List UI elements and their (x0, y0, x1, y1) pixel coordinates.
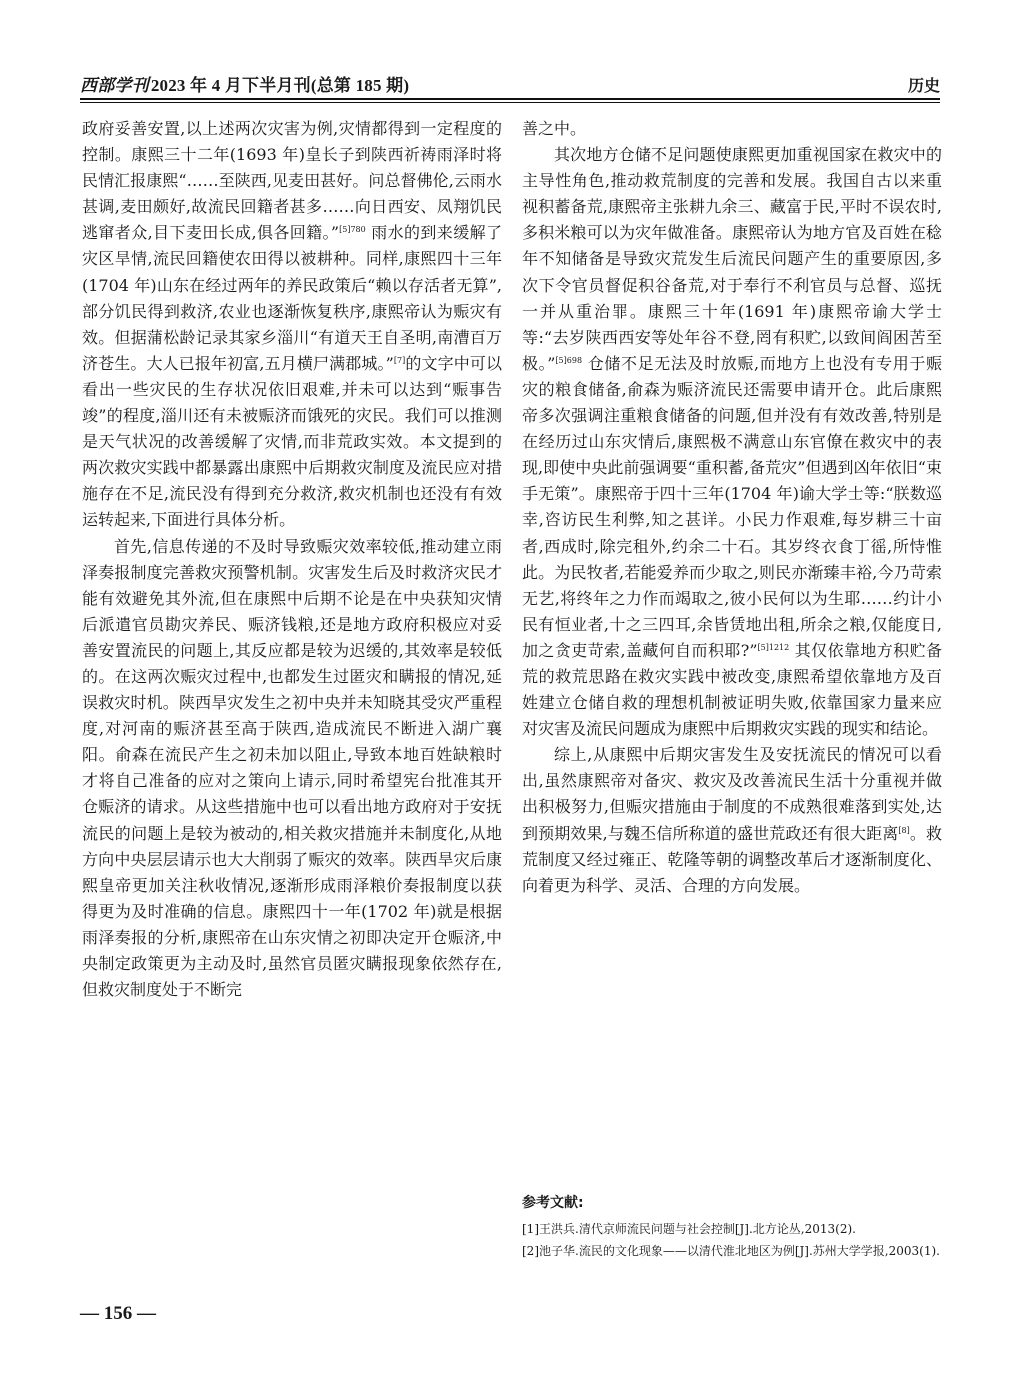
paragraph: 政府妥善安置,以上述两次灾害为例,灾情都得到一定程度的控制。康熙三十二年(1693 年)皇长子到陕西祈祷雨泽时将民情汇报康熙“……至陕西,见麦田甚好。问总督佛伦,云雨水甚调,麦田颇好,故流民回籍者甚多……向日西安、凤翔饥民逃窜者众,目下麦田长成,俱各回籍。”$^{[5]780}$ 雨水的到来缓解了灾区旱情,流民回籍使农田得以被耕种。同样,康熙四十三年(1704 年)山东在经过两年的养民政策后“赖以存活者无算”,部分饥民得到救济,农业也逐渐恢复秩序,康熙帝认为赈灾有效。但据蒲松龄记录其家乡淄川“有道天王自圣明,南漕百万济苍生。大人已报年初富,五月横尸满郡城。”[7]的文字中可以看出一些灾民的生存状况依旧艰难,并未可以达到“赈事告竣”的程度,淄川还有未被赈济而饿死的灾民。我们可以推测是天气状况的改善缓解了灾情,而非荒政实效。本文提到的两次救灾实践中都暴露出康熙中后期救灾制度及流民应对措施存在不足,流民没有得到充分救济,救灾机制也还没有有效运转起来,下面进行具体分析。 (82, 119, 502, 530)
references-list (522, 1218, 942, 1262)
page-number: — 156 — (80, 1303, 156, 1324)
right-column (522, 116, 942, 899)
citation: [5]780 (339, 225, 366, 235)
citation: [5]1212 (757, 642, 790, 652)
references-title: 参考文献: (522, 1195, 584, 1211)
page-header (80, 72, 940, 96)
paragraph: 综上,从康熙中后期灾害发生及安抚流民的情况可以看出,虽然康熙帝对备灾、救灾及改善流民生活十分重视并做出积极努力,但赈灾措施由于制度的不成熟很难落到实处,达到预期效果,与魏丕信所称道的盛世荒政还有很大距离[8]。救荒制度又经过雍正、乾隆等朝的调整改革后才逐渐制度化、向着更为科学、灵活、合理的方向发展。 (522, 745, 942, 895)
header-rule-thin (80, 102, 940, 103)
section-title: 历史 (907, 76, 940, 95)
journal-name: 西部学刊 (80, 76, 149, 95)
reference-item: [1]王洪兵.清代京师流民问题与社会控制[J].北方论丛,2013(2). (522, 1222, 856, 1236)
citation: [7] (393, 355, 406, 365)
paragraph: 首先,信息传递的不及时导致赈灾效率较低,推动建立雨泽奏报制度完善救灾预警机制。灾害发生后及时救济灾民才能有效避免其外流,但在康熙中后期不论是在中央获知灾情后派遣官员勘灾养民、赈济钱粮,还是地方政府积极应对妥善安置流民的问题上,其反应都是较为迟缓的,其效率是较低的。在这两次赈灾过程中,也都发生过匿灾和瞒报的情况,延误救灾时机。陕西旱灾发生之初中央并未知晓其受灾严重程度,对河南的赈济甚至高于陕西,造成流民不断进入湖广襄阳。俞森在流民产生之初未加以阻止,导致本地百姓缺粮时才将自己准备的应对之策向上请示,同时希望宪台批准其开仓赈济的请求。从这些措施中也可以看出地方政府对于安抚流民的问题上是较为被动的,相关救灾措施并未制度化,从地方向中央层层请示也大大削弱了赈灾的效率。陕西旱灾后康熙皇帝更加关注秋收情况,逐渐形成雨泽粮价奏报制度以获得更为及时准确的信息。康熙四十一年(1702 年)就是根据雨泽奏报的分析,康熙帝在山东灾情之初即决定开仓赈济,中央制定政策更为主动及时,虽然官员匿灾瞒报现象依然存在,但救灾制度处于不断完 (82, 536, 502, 1000)
issue-info: 2023 年 4 月下半月刊(总第 185 期) (150, 76, 410, 95)
paragraph: 其次地方仓储不足问题使康熙更加重视国家在救灾中的主导性角色,推动救荒制度的完善和发展。我国自古以来重视积蓄备荒,康熙帝主张耕九余三、藏富于民,平时不误农时,多积米粮可以为灾年做准备。康熙帝认为地方官及百姓在稔年不知储备是导致灾荒发生后流民问题产生的重要原因,多次下令官员督促积谷备荒,对于奉行不利官员与总督、巡抚一并从重治罪。康熙三十年(1691 年)康熙帝谕大学士等:“去岁陕西西安等处年谷不登,罔有积贮,以致间阎困苦至极。”$^{[5]698}$ 仓储不足无法及时放赈,而地方上也没有专用于赈灾的粮食储备,俞森为赈济流民还需要申请开仓。此后康熙帝多次强调注重粮食储备的问题,但并没有有效改善,特别是在经历过山东灾情后,康熙极不满意山东官僚在救灾中的表现,即使中央此前强调要“重积蓄,备荒灾”但遇到凶年依旧“束手无策”。康熙帝于四十三年(1704 年)谕大学士等:“朕数巡幸,咨访民生利弊,知之甚详。小民力作艰难,每岁耕三十亩者,西成时,除完租外,约余二十石。其岁终衣食丁徭,所恃惟此。为民牧者,若能爱养而少取之,则民亦渐臻丰裕,今乃苛索无艺,将终年之力作而竭取之,彼小民何以为生耶……约计小民有恒业者,十之三四耳,余皆赁地出租,所余之粮,仅能度日,加之贪吏苛索,盖藏何自而积耶?”$^{[5]1212}$ 其仅依靠地方积贮备荒的救荒思路在救灾实践中被改变,康熙希望依靠地方及百姓建立仓储自救的理想机制被证明失败,依靠国家力量来应对灾害及流民问题成为康熙中后期救灾实践的现实和结论。 (522, 145, 942, 739)
citation: [5]698 (555, 355, 583, 365)
journal-issue (80, 71, 409, 96)
citation: [8] (898, 825, 910, 835)
reference-item: [2]池子华.流民的文化现象——以清代淮北地区为例[J].苏州大学学报,2003(1). (522, 1244, 940, 1258)
paragraph: 善之中。 (522, 119, 587, 138)
left-column (82, 116, 502, 1003)
header-rule (80, 98, 940, 100)
